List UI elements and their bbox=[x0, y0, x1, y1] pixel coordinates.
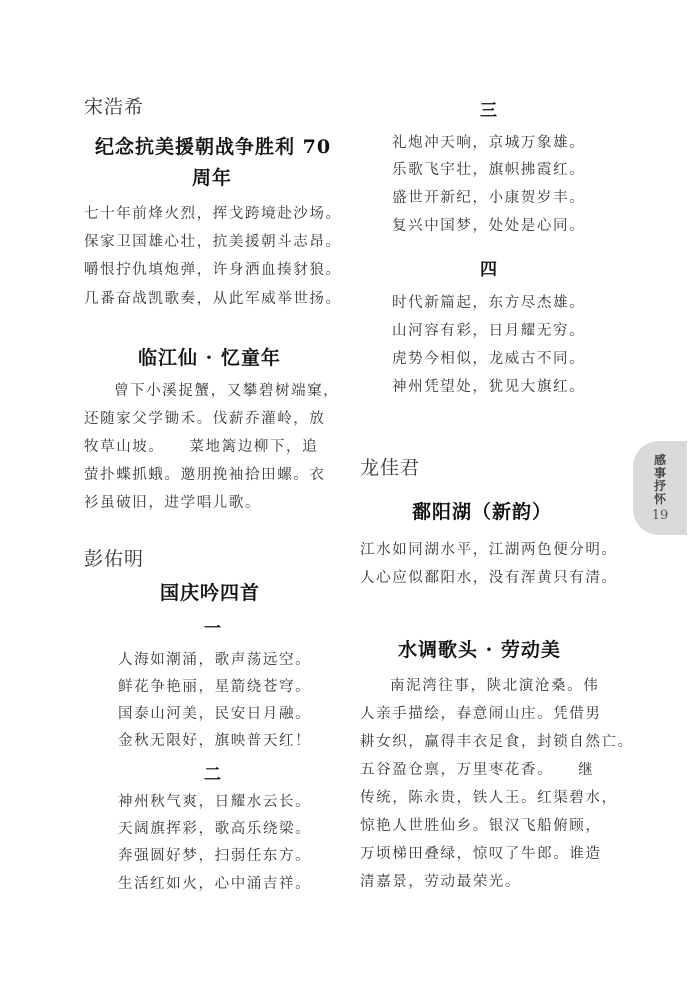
poem-line: 生活红如火，心中涌吉祥。 bbox=[118, 876, 312, 892]
poem-line: 礼炮冲天响，京城万象雄。 bbox=[392, 135, 586, 151]
poem-line: 金秋无限好，旗映普天红！ bbox=[118, 733, 312, 749]
poem-line: 牧草山坡。 菜地篱边柳下，追 bbox=[84, 439, 319, 455]
page-number: 19 bbox=[651, 507, 669, 523]
poem-line: 衫虽破旧，进学唱儿歌。 bbox=[84, 495, 262, 511]
poem-line: 神州凭望处，犹见大旗红。 bbox=[392, 379, 586, 395]
poem-line: 山河容有彩，日月耀无穷。 bbox=[392, 323, 586, 339]
poem-line: 国泰山河美，民安日月融。 bbox=[118, 706, 312, 722]
poem-line: 保家卫国雄心壮，抗美援朝斗志昂。 bbox=[84, 234, 342, 250]
poem-line: 虎势今相似，龙威古不同。 bbox=[392, 351, 586, 367]
author-song-haoxi: 宋浩希 bbox=[84, 96, 145, 118]
poem-title-linjiangxian: 临江仙 · 忆童年 bbox=[138, 347, 281, 369]
author-long-jiajun: 龙佳君 bbox=[360, 457, 421, 479]
poem-line: 还随家父学锄禾。伐薪乔灌岭，放 bbox=[84, 411, 326, 427]
tab-glyph: 抒 bbox=[653, 478, 666, 493]
poem-line: 七十年前烽火烈，挥戈跨境赴沙场。 bbox=[84, 206, 342, 222]
poem-line: 嚼恨拧仇填炮弹，许身洒血揍豺狼。 bbox=[84, 262, 342, 278]
poem-line: 几番奋战凯歌奏，从此军威举世扬。 bbox=[84, 291, 342, 307]
section-number: 四 bbox=[480, 260, 497, 280]
poem-line: 乐歌飞宇壮，旗帜拂霞红。 bbox=[392, 162, 586, 178]
poem-line: 传统，陈永贵，铁人王。红渠碧水， bbox=[360, 790, 618, 806]
tab-glyph: 感 bbox=[653, 452, 666, 467]
poem-line: 耕女织，赢得丰衣足食，封锁自然亡。 bbox=[360, 734, 634, 750]
poem-line: 时代新篇起，东方尽杰雄。 bbox=[392, 295, 586, 311]
poem-line: 萤扑蝶抓蛾。邀朋挽袖拾田螺。衣 bbox=[84, 467, 326, 483]
section-tab-title bbox=[654, 454, 666, 506]
poem-title-kangmei-line2: 周年 bbox=[192, 167, 233, 189]
poem-line: 曾下小溪捉蟹，又攀碧树端窠， bbox=[114, 383, 340, 399]
poem-line: 鲜花争艳丽，星箭绕苍穹。 bbox=[118, 679, 312, 695]
poem-line: 复兴中国梦，处处是心同。 bbox=[392, 218, 586, 234]
section-number: 一 bbox=[204, 619, 221, 639]
poem-line: 神州秋气爽，日耀水云长。 bbox=[118, 794, 312, 810]
section-tab bbox=[633, 441, 687, 535]
tab-glyph: 怀 bbox=[653, 491, 666, 506]
poem-line: 惊艳人世胜仙乡。银汉飞船俯顾， bbox=[360, 818, 602, 834]
section-number: 三 bbox=[480, 101, 497, 121]
poem-line: 人亲手描绘，春意闹山庄。凭借男 bbox=[360, 706, 602, 722]
poem-line: 万顷梯田叠绿，惊叹了牛郎。谁造 bbox=[360, 846, 602, 862]
poem-line: 盛世开新纪，小康贺岁丰。 bbox=[392, 190, 586, 206]
poem-title-kangmei-line1: 纪念抗美援朝战争胜利 70 bbox=[95, 136, 332, 158]
poem-line: 五谷盈仓禀，万里枣花香。 继 bbox=[360, 762, 595, 778]
poem-line: 江水如同湖水平，江湖两色便分明。 bbox=[360, 542, 618, 558]
author-peng-youming: 彭佑明 bbox=[84, 548, 145, 570]
tab-glyph: 事 bbox=[653, 465, 666, 480]
poem-line: 人海如潮涌，歌声荡远空。 bbox=[118, 652, 312, 668]
section-number: 二 bbox=[204, 765, 221, 785]
poem-line: 清嘉景，劳动最荣光。 bbox=[360, 874, 521, 890]
poem-title-guoqing: 国庆吟四首 bbox=[160, 582, 261, 604]
poem-title-shuidiao: 水调歌头 · 劳动美 bbox=[398, 639, 561, 661]
poem-line: 奔强圆好梦，扫弱任东方。 bbox=[118, 848, 312, 864]
poem-line: 人心应似鄱阳水，没有浑黄只有清。 bbox=[360, 570, 618, 586]
poem-line: 南泥湾往事，陕北演沧桑。伟 bbox=[390, 678, 600, 694]
poem-line: 天阔旗挥彩，歌高乐绕梁。 bbox=[118, 821, 312, 837]
poem-title-poyanghu: 鄱阳湖（新韵） bbox=[412, 501, 553, 523]
